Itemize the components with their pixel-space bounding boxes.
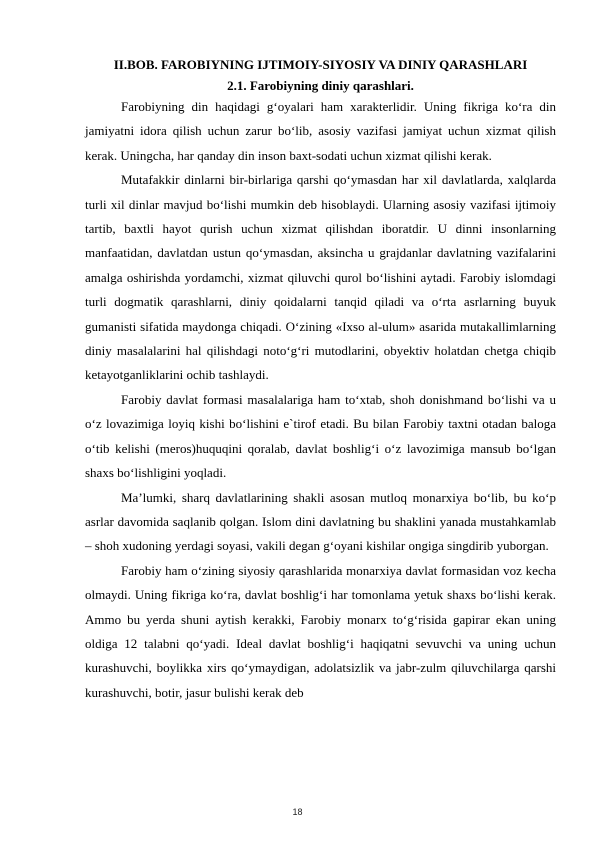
paragraph: Farobiyning din haqidagi g‘oyalari ham xarakterlidir. Uning fikriga ko‘ra din jamiyatni idora qilish uchun zarur bo‘lib, asosiy vazifasi jamiyat uchun xizmat qilish kerak. Uningcha, har qanday din inson baxt-sodati uchun xizmat qilishi kerak.	[85, 99, 556, 163]
document-page	[85, 52, 556, 705]
paragraph: Mutafakkir dinlarni bir-birlariga qarshi qo‘ymasdan har xil davlatlarda, xalqlarda turli xil dinlar mavjud bo‘lishi mumkin deb hisoblaydi. Ularning asosiy vazifasi ijtimoiy tartib, baxtli hayot qurish uchun xizmat qilishdan iboratdir. U dinni insonlarning manfaatidan, davlatdan ustun qo‘ymasdan, aksincha u grajdanlar davlatning vazifalarini amalga oshirishda yordamchi, xizmat qiluvchi qurol bo‘lishini aytadi. Farobiy islomdagi turli dogmatik qarashlarni, diniy qoidalarni tanqid qiladi va o‘rta asrlarning buyuk gumanisti sifatida maydonga chiqadi. O‘zining «Ixso al-ulum» asarida mutakallimlarning diniy masalalarini hal qilishdagi noto‘g‘ri mutodlarini, obyektiv holatdan chetga chiqib ketayotganliklarini ochib tashlaydi.	[85, 172, 556, 383]
page-number: 18	[292, 807, 303, 817]
section-title: 2.1. Farobiyning diniy qarashlari.	[227, 78, 414, 93]
paragraph: Farobiy ham o‘zining siyosiy qarashlarida monarxiya davlat formasidan voz kecha olmaydi. Uning fikriga ko‘ra, davlat boshlig‘i har tomonlama yetuk shaxs bo‘lishi kerak. Ammo bu yerda shuni aytish kerakki, Farobiy monarx to‘g‘risida gapirar ekan uning oldiga 12 talabni qo‘yadi. Ideal davlat boshlig‘i haqiqatni sevuvchi va uning uchun kurashuvchi, boylikka xirs qo‘ymaydigan, adolatsizlik va jabr-zulm qiluvchilarga qarshi kurashuvchi, botir, jasur bulishi kerak deb	[85, 562, 556, 700]
chapter-title: II.BOB. FAROBIYNING IJTIMOIY-SIYOSIY VA DINIY QARASHLARI	[113, 57, 528, 72]
paragraph: Farobiy davlat formasi masalalariga ham to‘xtab, shoh donishmand bo‘lishi va u o‘z lovazimiga loyiq kishi bo‘lishini e`tirof etadi. Bu bilan Farobiy taxtni otadan balogа o‘tib kelishi (meros)huquqini qoralab, davlat boshlig‘i o‘z lavozimiga mansub bo‘lgan shaxs bo‘lishligini yoqladi.	[85, 391, 556, 481]
paragraph: Ma’lumki, sharq davlatlarining shakli asosan mutloq monarxiya bo‘lib, bu ko‘p asrlar davomida saqlanib qolgan. Islom dini davlatning bu shaklini yanada mustahkamlab – shoh xudoning yerdagi soyasi, vakili degan g‘oyani kishilar ongiga singdirib yuborgan.	[85, 489, 556, 554]
